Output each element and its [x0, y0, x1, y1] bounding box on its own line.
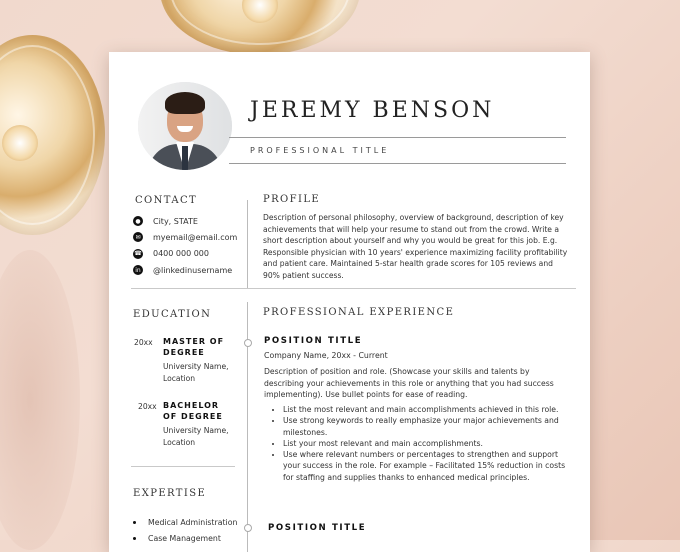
job-bullet: • List your most relevant and main accomplishments. [283, 438, 573, 449]
education-degree: MASTER OF DEGREE [163, 337, 225, 357]
job-title: POSITION TITLE [264, 336, 363, 346]
linkedin-icon: in [133, 265, 143, 275]
section-divider [131, 466, 235, 467]
email-icon: ✉ [133, 232, 143, 242]
contact-list [133, 213, 237, 278]
expertise-heading: EXPERTISE [133, 488, 207, 499]
divider [229, 163, 566, 164]
location-icon: ● [133, 216, 143, 226]
contact-phone: 0400 000 000 [153, 249, 209, 259]
profile-heading: PROFILE [263, 194, 321, 205]
profile-photo [138, 82, 232, 170]
job-title: POSITION TITLE [268, 523, 367, 533]
phone-icon: ☎ [134, 250, 142, 258]
expertise-list [133, 514, 237, 547]
timeline-dot [244, 524, 252, 532]
contact-item [133, 213, 237, 229]
column-divider [247, 200, 248, 288]
contact-heading: CONTACT [135, 195, 198, 206]
timeline-dot [244, 339, 252, 347]
profile-text: Description of personal philosophy, overview of background, description of key achievements that will help your resume to stand out from the crowd. Write a short description about yourself and why you would be great for this job. E.g. Responsible physician with 10 years' experience maximizing facility profitability and patient care. Maintained 5-star health grade scores for 105 reviews and 90% patient success. [263, 213, 568, 280]
education-year: 20xx [134, 338, 153, 347]
contact-location: City, STATE [153, 216, 198, 226]
education-heading: EDUCATION [133, 309, 212, 320]
job-company: Company Name, 20xx - Current [264, 351, 388, 360]
bullet-icon [133, 521, 136, 524]
expertise-item [133, 514, 237, 531]
job-bullet: • Use where relevant numbers or percentages to strengthen and support your success in the role. For example – Facilitated 15% reduction in costs for staffing and supplies thanks to enhanced medical principles. [283, 449, 573, 483]
job-description: Description of position and role. (Showcase your skills and talents by describing your achievements in this role or anything that you had success implementing). Use bullet points for ease of reading. [264, 367, 554, 399]
job-bullets [269, 404, 573, 483]
glass-decoration [0, 35, 105, 235]
experience-heading: PROFESSIONAL EXPERIENCE [263, 307, 455, 318]
education-item [134, 336, 244, 396]
expertise-item [133, 531, 237, 548]
education-item [138, 400, 248, 460]
section-divider [131, 288, 576, 289]
contact-item [133, 246, 237, 262]
job-bullet: • List the most relevant and main accomplishments achieved in this role. [283, 404, 573, 415]
professional-title: PROFESSIONAL TITLE [250, 146, 390, 155]
shadow-decoration [0, 250, 80, 550]
education-university: University Name, Location [163, 362, 229, 383]
contact-linkedin: @linkedinusername [153, 265, 233, 275]
candidate-name: JEREMY BENSON [250, 98, 495, 123]
contact-item [133, 229, 237, 245]
education-degree: BACHELOR OF DEGREE [163, 401, 223, 421]
contact-email: myemail@email.com [153, 232, 238, 242]
education-university: University Name, Location [163, 426, 229, 447]
job-bullet: • Use strong keywords to really emphasize your major achievements and milestones. [283, 415, 573, 438]
contact-item [133, 262, 237, 278]
resume-page [109, 52, 590, 552]
education-year: 20xx [138, 402, 157, 411]
divider [229, 137, 566, 138]
expertise-label: Medical Administration [148, 517, 238, 527]
expertise-label: Case Management [148, 534, 221, 544]
glass-decoration [160, 0, 360, 55]
